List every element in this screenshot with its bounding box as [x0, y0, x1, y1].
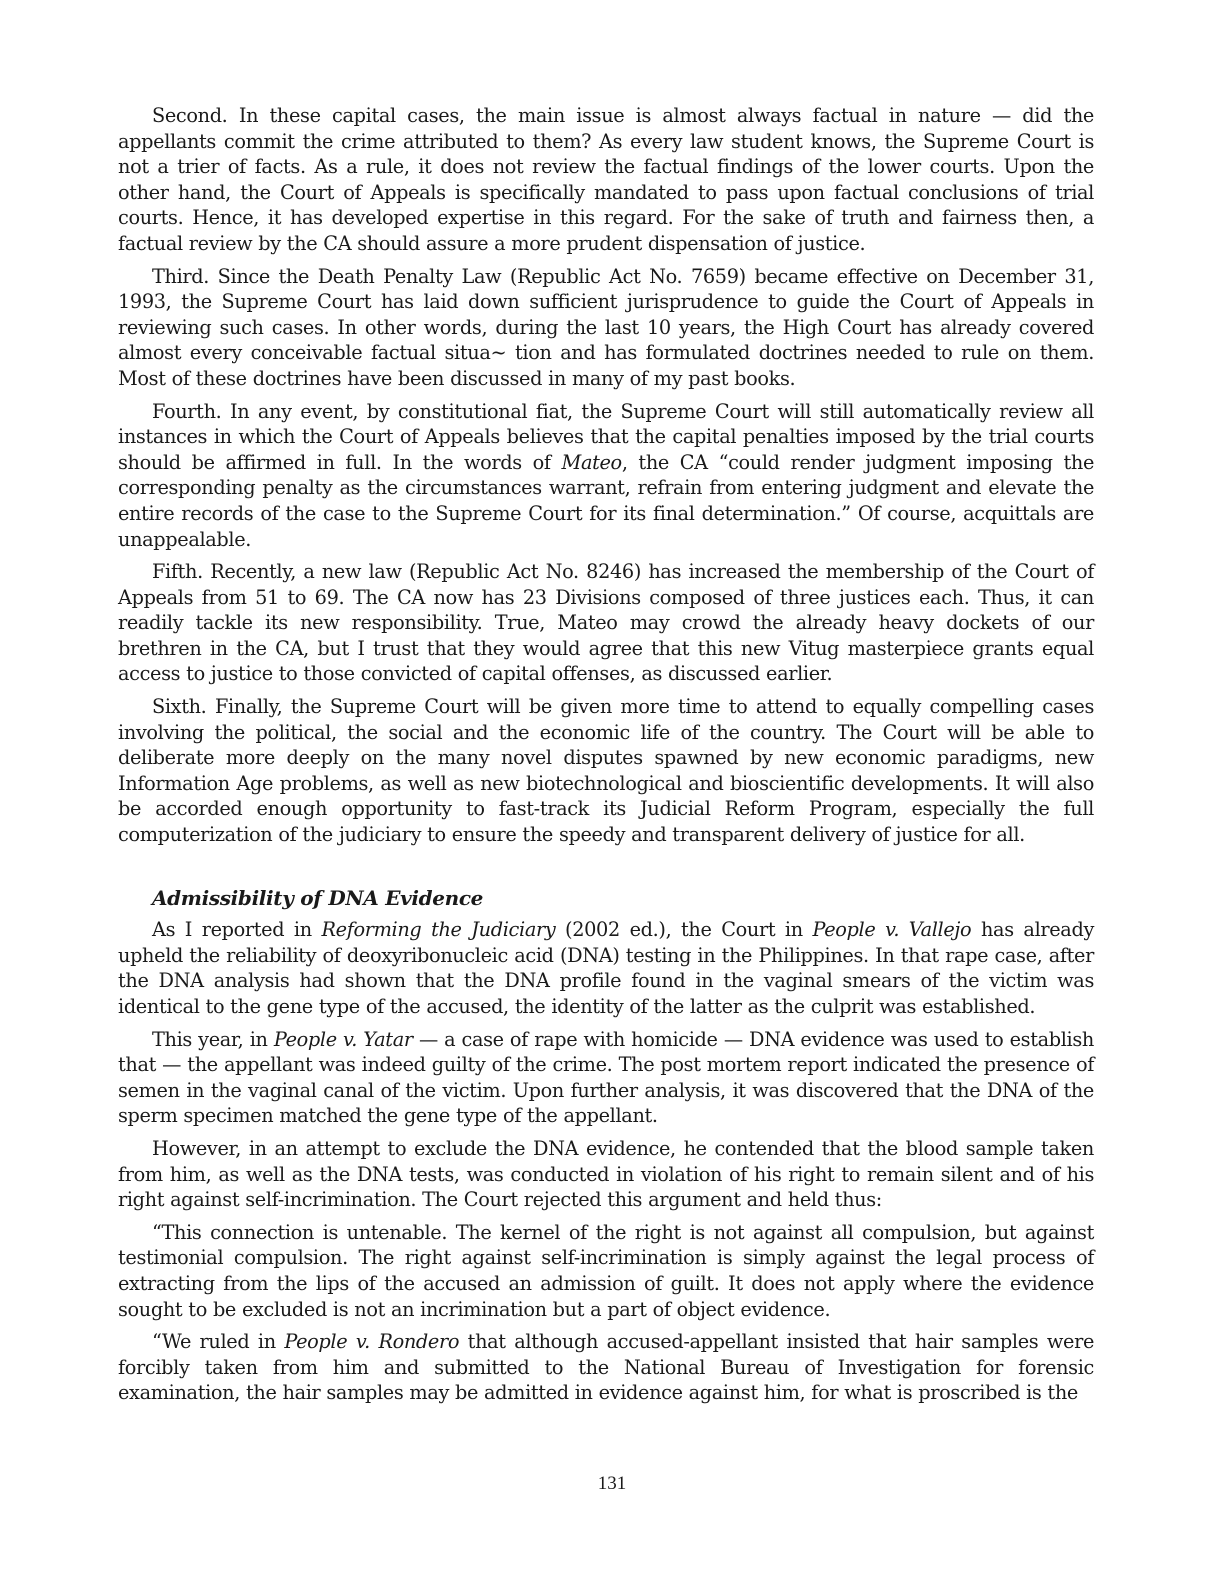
- document-page: [118, 103, 1094, 1413]
- paragraph-vallejo-text-a: As I reported in: [152, 918, 322, 942]
- paragraph-fourth-text-b: , the CA “could render judgment imposing the corresponding penalty as the circumstances warrant, refrain from entering judgment and elevate the entire records of the case to the Supreme Court for its final determination.” Of course, acquittals are unappealable.: [118, 450, 1095, 551]
- case-name-vallejo: People v. Vallejo: [812, 918, 972, 942]
- paragraph-vallejo-text-b: (2002 ed.), the Court in: [555, 918, 813, 942]
- paragraph-quote-rondero: [118, 1329, 1094, 1406]
- paragraph-yatar: [118, 1027, 1094, 1129]
- paragraph-sixth: Sixth. Finally, the Supreme Court will be given more time to attend to equally compelling cases involving the political, the social and the economic life of the country. The Court will be able to deliberate more deeply on the many novel disputes spawned by new economic paradigms, new Information Age problems, as well as new biotechnological and bioscientific developments. It will also be accorded enough opportunity to fast-track its Judicial Reform Program, especially the full computerization of the judiciary to ensure the speedy and transparent delivery of justice for all.: [118, 695, 1094, 847]
- book-title: Reforming the Judiciary: [321, 918, 556, 942]
- paragraph-rondero-text-a: “We ruled in: [152, 1330, 285, 1354]
- case-name-rondero: People v. Rondero: [284, 1330, 460, 1354]
- paragraph-however: However, in an attempt to exclude the DNA evidence, he contended that the blood sample taken from him, as well as the DNA tests, was conducted in violation of his right to remain silent and of his right against self-incrimination. The Court rejected this argument and held thus:: [118, 1136, 1094, 1212]
- section-heading: Admissibility of DNA Evidence: [152, 885, 484, 910]
- paragraph-rondero-text-b: that although accused-appellant insisted that hair samples were forcibly taken from him and submitted to the National Bureau of Investigation for forensic examination, the hair samples may be admitted in evidence against him, for what is proscribed is the: [118, 1330, 1095, 1405]
- paragraph-quote-connection: “This connection is untenable. The kernel of the right is not against all compulsion, but against testimonial compulsion. The right against self-incrimination is simply against the legal process of extracting from the lips of the accused an admission of guilt. It does not apply where the evidence sought to be excluded is not an incrimination but a part of object evidence.: [118, 1220, 1094, 1321]
- paragraph-third: Third. Since the Death Penalty Law (Republic Act No. 7659) became effective on December 31, 1993, the Supreme Court has laid down sufficient jurisprudence to guide the Court of Appeals in reviewing such cases. In other words, during the last 10 years, the High Court has already covered almost every conceivable factual situa~ tion and has formulated doctrines needed to rule on them. Most of these doctrines have been discussed in many of my past books.: [118, 264, 1094, 390]
- paragraph-second: Second. In these capital cases, the main issue is almost always factual in nature — did the appellants commit the crime attributed to them? As every law student knows, the Supreme Court is not a trier of facts. As a rule, it does not review the factual findings of the lower courts. Upon the other hand, the Court of Appeals is specifically mandated to pass upon factual conclusions of trial courts. Hence, it has developed expertise in this regard. For the sake of truth and fairness then, a factual review by the CA should assure a more prudent dispensation of justice.: [118, 104, 1094, 255]
- case-name-yatar: People v. Yatar: [273, 1027, 413, 1051]
- paragraph-fifth: Fifth. Recently, a new law (Republic Act No. 8246) has increased the membership of the Court of Appeals from 51 to 69. The CA now has 23 Divisions composed of three justices each. Thus, it can readily tackle its new responsibility. True, Mateo may crowd the already heavy dockets of our brethren in the CA, but I trust that they would agree that this new Vitug masterpiece grants equal access to justice to those convicted of capital offenses, as discussed earlier.: [118, 560, 1094, 686]
- paragraph-fourth-text-a: Fourth. In any event, by constitutional fiat, the Supreme Court will still automatically review all instances in which the Court of Appeals believes that the capital penalties imposed by the trial courts should be affirmed in full. In the words of: [118, 399, 1094, 474]
- case-name-mateo: Mateo: [561, 450, 622, 474]
- paragraph-vallejo: [118, 917, 1094, 1019]
- paragraph-vallejo-text-c: has already upheld the reliability of deoxyribonucleic acid (DNA) testing in the Philippines. In that rape case, after the DNA analysis had shown that the DNA profile found in the vaginal smears of the victim was identical to the gene type of the accused, the identity of the latter as the culprit was established.: [118, 918, 1094, 1018]
- paragraph-yatar-text-b: — a case of rape with homicide — DNA evidence was used to establish that — the appellant was indeed guilty of the crime. The post mortem report indicated the presence of semen in the vaginal canal of the victim. Upon further analysis, it was discovered that the DNA of the sperm specimen matched the gene type of the appellant.: [118, 1027, 1094, 1128]
- page-number: 131: [597, 1473, 627, 1494]
- paragraph-fourth: [118, 399, 1094, 553]
- paragraph-yatar-text-a: This year, in: [152, 1027, 274, 1051]
